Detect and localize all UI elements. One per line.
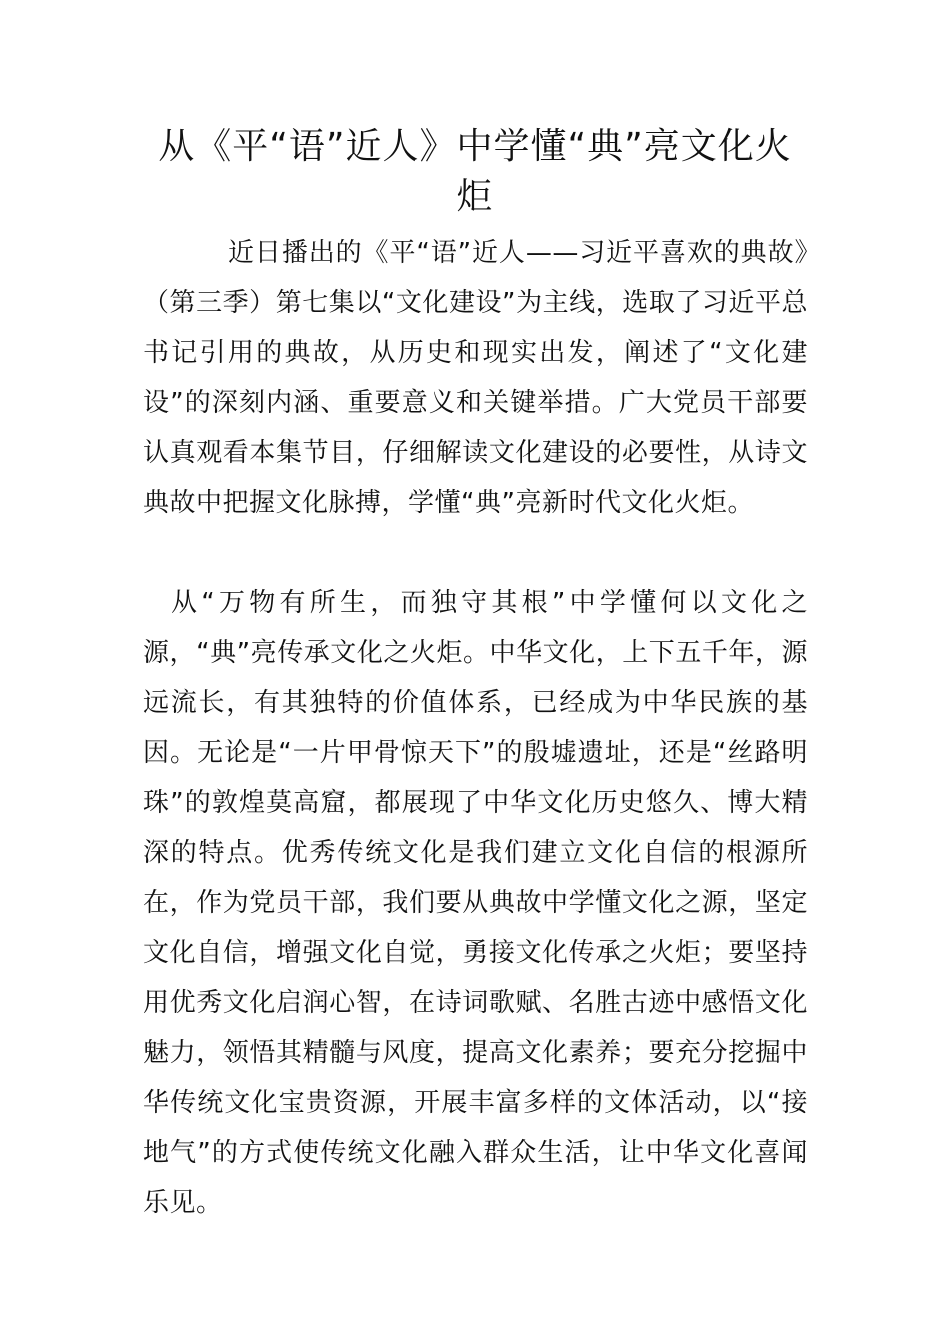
body-paragraph: 从“万物有所生，而独守其根”中学懂何以文化之源，“典”亮传承文化之火炬。中华文化，上下五千年，源远流长，有其独特的价值体系，已经成为中华民族的基因。无论是“一片甲骨惊天下”的殷墟遗址，还是“丝路明珠”的敦煌莫高窟，都展现了中华文化历史悠久、博大精深的特点。优秀传统文化是我们建立文化自信的根源所在，作为党员干部，我们要从典故中学懂文化之源，坚定文化自信，增强文化自觉，勇接文化传承之火炬；要坚持用优秀文化启润心智，在诗词歌赋、名胜古迹中感悟文化魅力，领悟其精髓与风度，提高文化素养；要充分挖掘中华传统文化宝贵资源，开展丰富多样的文体活动，以“接地气”的方式使传统文化融入群众生活，让中华文化喜闻乐见。 xyxy=(143,588,808,1218)
document-title: 从《平“语”近人》中学懂“典”亮文化火炬 xyxy=(158,126,792,217)
body-paragraph: 近日播出的《平“语”近人——习近平喜欢的典故》（第三季）第七集以“文化建设”为主线，选取了习近平总书记引用的典故，从历史和现实出发，阐述了“文化建设”的深刻内涵、重要意义和关键举措。广大党员干部要认真观看本集节目，仔细解读文化建设的必要性，从诗文典故中把握文化脉搏，学懂“典”亮新时代文化火炬。 xyxy=(143,238,808,518)
